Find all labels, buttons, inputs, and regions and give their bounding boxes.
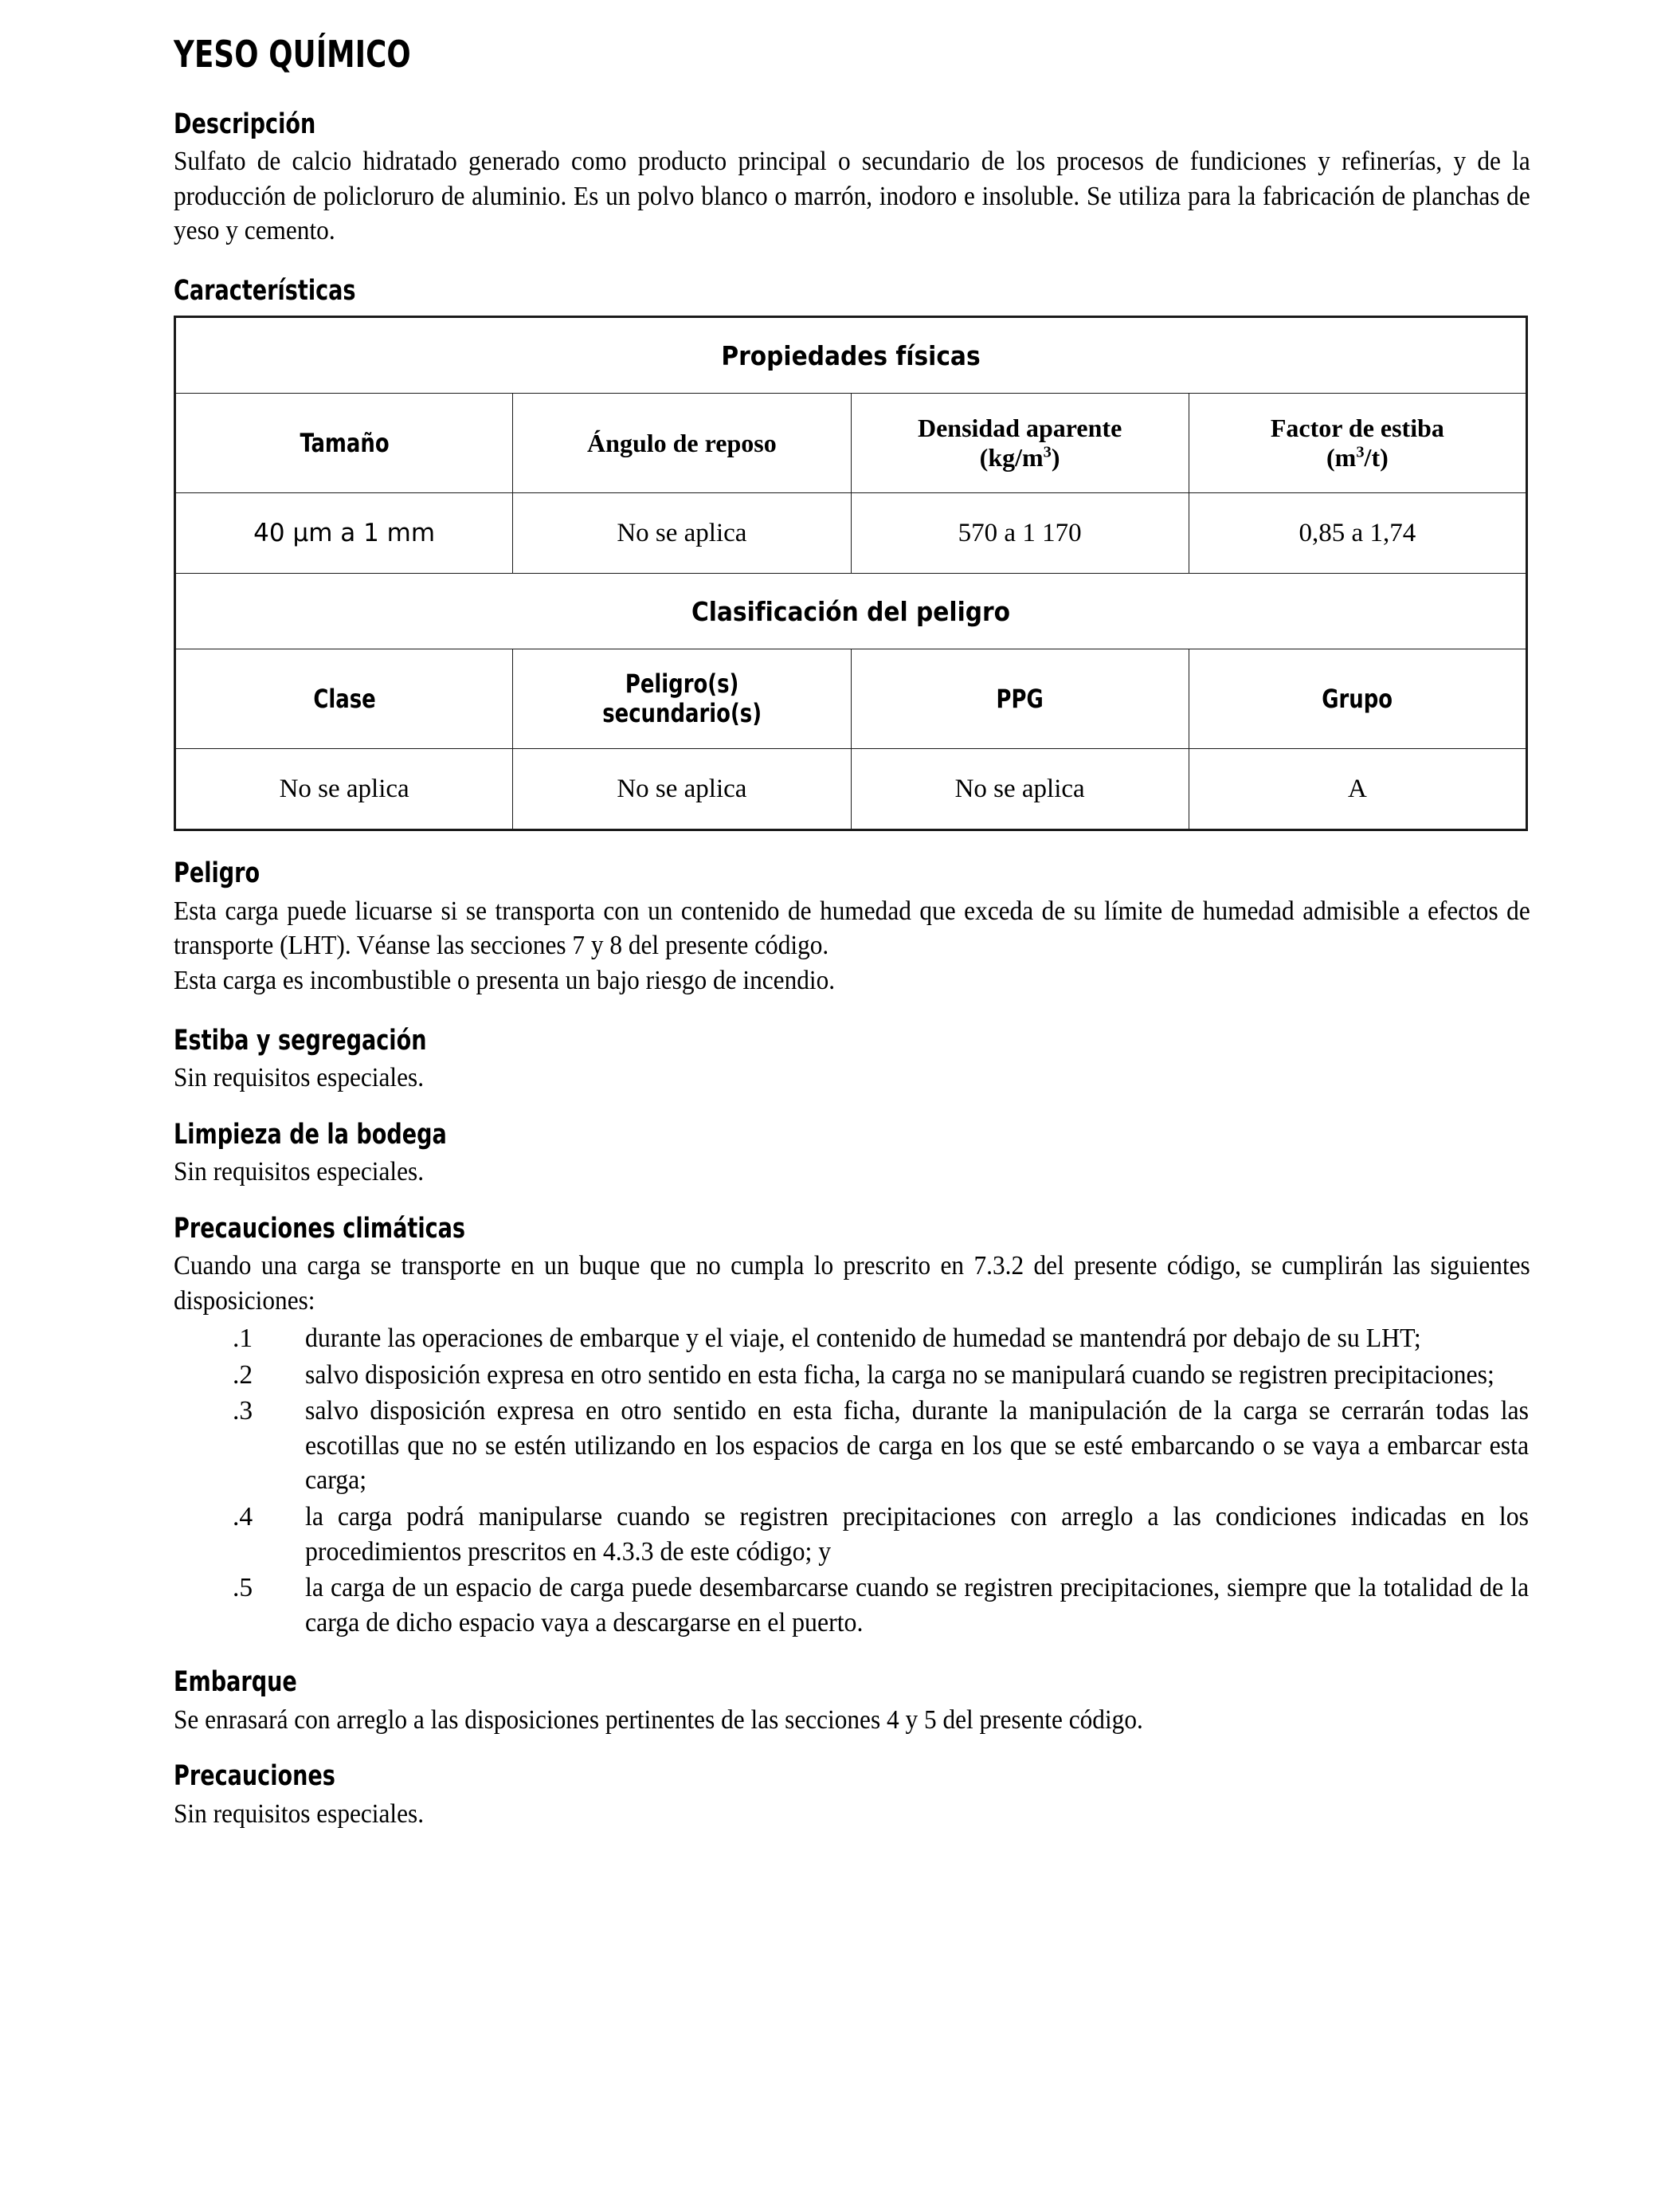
table-row-physical-values: [175, 493, 1527, 574]
value-tamano: 40 µm a 1 mm: [175, 493, 513, 574]
header-angulo-reposo: Ángulo de reposo: [513, 394, 851, 493]
band-physical-properties: Propiedades físicas: [175, 317, 1527, 394]
heading-precauciones: Precauciones: [174, 1760, 335, 1793]
section-embarque: [174, 1667, 1530, 1737]
header-densidad-unit-sup: 3: [1043, 443, 1052, 461]
section-limpieza-bodega: [174, 1120, 1530, 1190]
header-peligro-secundario: [530, 649, 834, 749]
properties-table-wrapper: [174, 316, 1530, 831]
precauciones-climaticas-list: [174, 1321, 1530, 1640]
header-densidad-unit-pre: (kg/m: [979, 443, 1044, 473]
header-factor-unit-sup: 3: [1356, 443, 1365, 461]
paragraph-peligro-1: Esta carga puede licuarse si se transporta con un contenido de humedad que exceda de su límite de humedad admisible a efectos de transporte (LHT). Véanse las secciones 7 y 8 del presente código.: [174, 896, 1530, 961]
list-item-marker: .5: [233, 1573, 253, 1603]
paragraph-limpieza-bodega: Sin requisitos especiales.: [174, 1157, 425, 1187]
header-grupo: Grupo: [1205, 649, 1510, 749]
page-title: YESO QUÍMICO: [174, 33, 411, 76]
list-item-text: salvo disposición expresa en otro sentido en esta ficha, durante la manipulación de la carga se cerrarán todas las escotillas que no se estén utilizando en los espacios de carga en los que se esté embarcando o se vaya a embarcar esta carga;: [305, 1396, 1530, 1496]
list-item: [174, 1358, 1530, 1393]
section-descripcion: [174, 109, 1530, 249]
header-clase: Clase: [192, 649, 496, 749]
paragraph-estiba-segregacion: Sin requisitos especiales.: [174, 1063, 425, 1093]
list-item: [174, 1394, 1530, 1498]
section-caracteristicas: [174, 276, 1530, 832]
header-densidad-aparente: [851, 394, 1189, 493]
section-estiba-segregacion: [174, 1026, 1530, 1096]
paragraph-embarque: Se enrasará con arreglo a las disposiciones pertinentes de las secciones 4 y 5 del presente código.: [174, 1704, 1143, 1735]
value-factor-estiba: 0,85 a 1,74: [1189, 493, 1526, 574]
paragraph-peligro-2: Esta carga es incombustible o presenta un bajo riesgo de incendio.: [174, 965, 836, 995]
value-grupo: A: [1189, 749, 1526, 830]
heading-peligro: Peligro: [174, 857, 260, 890]
list-item-marker: .3: [233, 1396, 253, 1426]
list-item-marker: .1: [233, 1324, 253, 1354]
list-item-text: la carga de un espacio de carga puede desembarcarse cuando se registren precipitaciones, siempre que la totalidad de la carga de dicho espacio vaya a descargarse en el puerto.: [305, 1573, 1530, 1637]
header-factor-unit-pre: (m: [1326, 443, 1357, 473]
value-densidad-aparente: 570 a 1 170: [851, 493, 1189, 574]
value-angulo-reposo: No se aplica: [513, 493, 851, 574]
heading-caracteristicas: Características: [174, 274, 356, 307]
header-ppg: PPG: [868, 649, 1172, 749]
list-item: [174, 1571, 1530, 1640]
header-factor-unit-post: /t): [1364, 443, 1389, 473]
table-row-hazard-band: [175, 574, 1527, 649]
heading-limpieza-bodega: Limpieza de la bodega: [174, 1118, 447, 1151]
heading-embarque: Embarque: [174, 1666, 297, 1699]
list-item: [174, 1321, 1530, 1356]
paragraph-precauciones-climaticas-lead: Cuando una carga se transporte en un buque que no cumpla lo prescrito en 7.3.2 del presente código, se cumplirán las siguientes disposiciones:: [174, 1251, 1530, 1316]
paragraph-precauciones: Sin requisitos especiales.: [174, 1798, 425, 1829]
table-row-hazard-values: [175, 749, 1527, 830]
list-item-text: durante las operaciones de embarque y el viaje, el contenido de humedad se mantendrá por debajo de su LHT;: [305, 1324, 1421, 1354]
section-precauciones: [174, 1761, 1530, 1831]
heading-descripcion: Descripción: [174, 108, 316, 140]
list-item: [174, 1500, 1530, 1569]
header-tamano: Tamaño: [192, 394, 496, 493]
header-peligro-secundario-line2: secundario(s): [601, 698, 762, 729]
section-peligro: [174, 858, 1530, 998]
header-densidad-line1: Densidad aparente: [917, 414, 1122, 443]
paragraph-descripcion: Sulfato de calcio hidratado generado como producto principal o secundario de los procesos de fundiciones y refinerías, y de la producción de policloruro de aluminio. Es un polvo blanco o marrón, inodoro e insoluble. Se utiliza para la fabricación de planchas de yeso y cemento.: [174, 147, 1530, 246]
section-precauciones-climaticas: [174, 1214, 1530, 1641]
list-item-text: la carga podrá manipularse cuando se registren precipitaciones con arreglo a las condiciones indicadas en los procedimientos prescritos en 4.3.3 de este código; y: [305, 1501, 1530, 1567]
list-item-marker: .4: [233, 1501, 253, 1532]
header-densidad-unit-post: ): [1051, 443, 1060, 473]
band-hazard-classification: Clasificación del peligro: [175, 574, 1527, 649]
heading-estiba-segregacion: Estiba y segregación: [174, 1024, 427, 1057]
value-ppg: No se aplica: [851, 749, 1189, 830]
list-item-text: salvo disposición expresa en otro sentido en esta ficha, la carga no se manipulará cuando se registren precipitaciones;: [305, 1359, 1494, 1390]
properties-table: [174, 316, 1528, 831]
table-row-physical-band: [175, 317, 1527, 394]
table-row-hazard-headers: [175, 649, 1527, 749]
heading-precauciones-climaticas: Precauciones climáticas: [174, 1212, 466, 1245]
list-item-marker: .2: [233, 1359, 253, 1390]
value-peligro-secundario: No se aplica: [513, 749, 851, 830]
header-factor-line1: Factor de estiba: [1270, 414, 1444, 443]
value-clase: No se aplica: [175, 749, 513, 830]
header-peligro-secundario-line1: Peligro(s): [625, 669, 739, 700]
table-row-physical-headers: [175, 394, 1527, 493]
header-factor-estiba: [1189, 394, 1526, 493]
